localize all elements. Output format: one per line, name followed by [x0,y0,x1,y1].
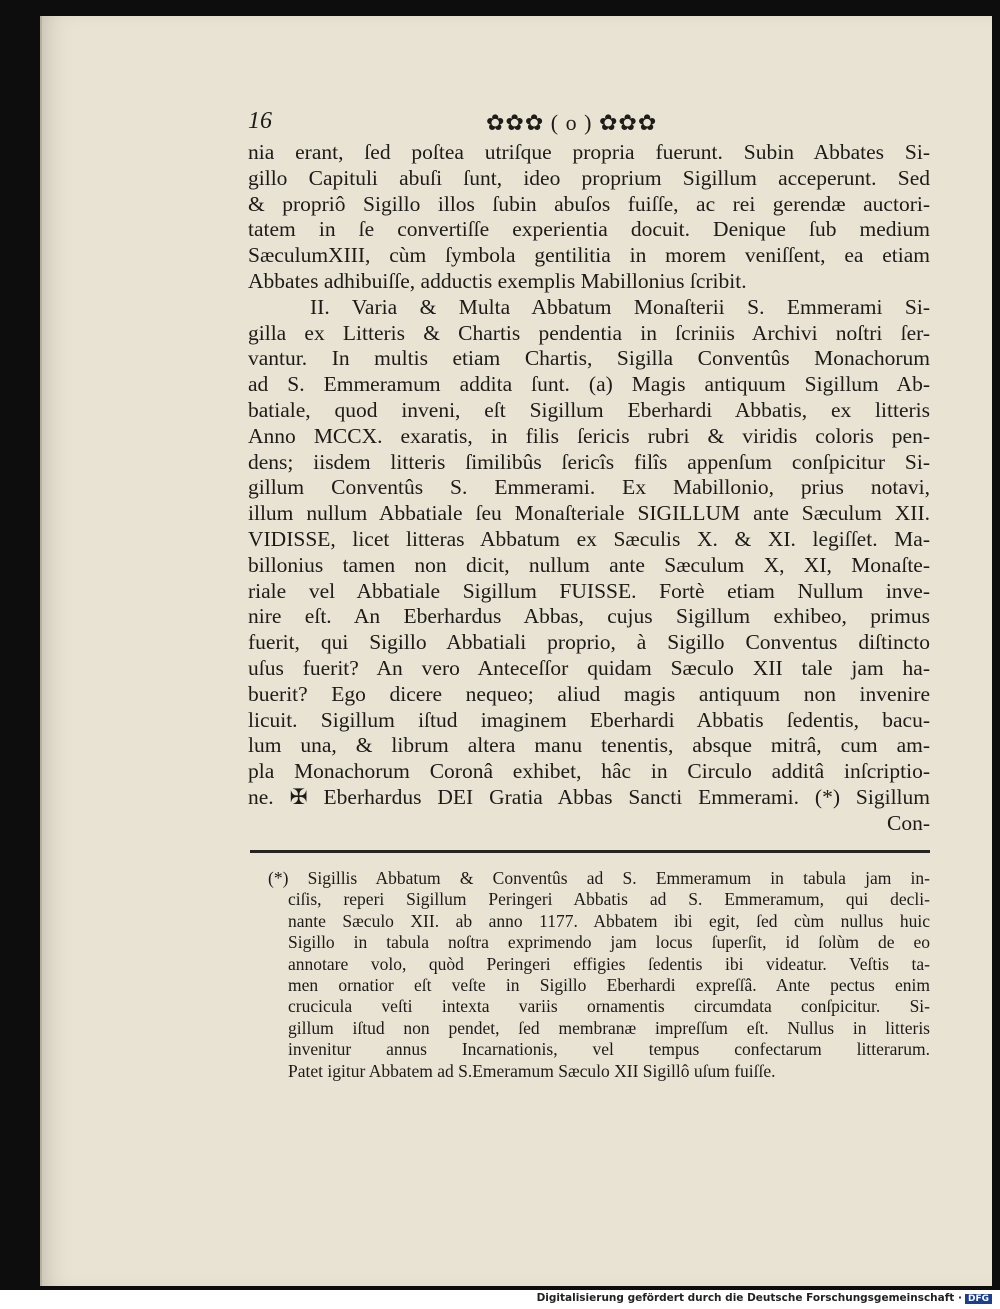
text-line: tatem in ſe convertiſſe experientia docuit. Denique ſub medium [248,217,930,242]
footnote-line: men ornatior eſt veſte in Sigillo Eberhardi expreſſâ. Ante pectus enim [288,974,930,995]
dfg-logo: DFG [965,1294,992,1304]
footnote-line: invenitur annus Incarnationis, vel tempus confectarum litterarum. [288,1039,930,1060]
text-line: riale vel Abbatiale Sigillum FUISSE. Fortè etiam Nullum inve- [248,578,930,603]
text-line: buerit? Ego dicere nequeo; aliud magis antiquum non invenire [248,681,930,706]
footnote-line: ciſis, reperi Sigillum Peringeri Abbatis ad S. Emmeramum, qui decli- [288,889,930,910]
text-line: nia erant, ſed poſtea utriſque propria fuerunt. Subin Abbates Si- [248,140,930,164]
text-line: VIDISSE, licet litteras Abbatum ex Sæculis X. & XI. legiſſet. Ma- [248,526,930,551]
credit-text: Digitalisierung gefördert durch die Deutsche Forschungsgemeinschaft · [536,1292,962,1304]
text-line: ad S. Emmeramum addita ſunt. (a) Magis antiquum Sigillum Ab- [248,372,930,397]
text-line: SæculumXIII, cùm ſymbola gentilitia in morem veniſſent, ea etiam [248,243,930,268]
footnote-line: nante Sæculo XII. ab anno 1177. Abbatem ibi egit, ſed cùm nullus huic [288,910,930,931]
text-line: Abbates adhibuiſſe, adductis exemplis Mabillonius ſcribit. [248,268,747,293]
text-line: nire eſt. An Eberhardus Abbas, cujus Sigillum exhibeo, primus [248,604,930,629]
paragraph-start-line: II. Varia & Multa Abbatum Monaſterii S. Emmerami Si- [310,294,930,319]
running-head [248,108,948,144]
catchword: Con- [887,810,930,835]
text-line: Anno MCCX. exaratis, in filis ſericis rubri & viridis coloris pen- [248,423,930,448]
footnote-line: gillum iſtud non pendet, ſed membranæ impreſſum eſt. Nullus in litteris [288,1017,930,1038]
text-line: licuit. Sigillum iſtud imaginem Eberhardi Abbatis ſedentis, bacu- [248,707,930,732]
footnote-line: Patet igitur Abbatem ad S.Emeramum Sæculo XII Sigillô uſum fuiſſe. [288,1060,776,1081]
text-line: illum nullum Abbatiale ſeu Monaſteriale SIGILLUM ante Sæculum XII. [248,501,930,526]
ornament-header: ✿✿✿ ( o ) ✿✿✿ [486,110,658,135]
text-line: uſus fuerit? An vero Anteceſſor quidam Sæculo XII tale jam ha- [248,655,930,680]
text-line: gillo Capituli abuſi ſunt, ideo proprium Sigillum acceperunt. Sed [248,165,930,190]
text-line: fuerit, qui Sigillo Abbatiali proprio, à Sigillo Conventus diſtincto [248,630,930,655]
digitization-credit [537,1292,992,1304]
footnote-line: Sigillo in tabula noſtra exprimendo jam locus ſuperſit, id ſolùm de eo [288,932,930,953]
main-text [248,140,930,837]
text-line: ne. ✠ Eberhardus DEI Gratia Abbas Sancti Emmerami. (*) Sigillum [248,784,930,809]
page-number: 16 [248,108,272,134]
text-line: lum una, & librum altera manu tenentis, absque mitrâ, cum am- [248,733,930,758]
text-line: gillum Conventûs S. Emmerami. Ex Mabillonio, prius notavi, [248,475,930,500]
footnote-line: crucicula veſti intexta variis ornamentis circumdata conſpicitur. Si- [288,996,930,1017]
footnote-rule [250,850,930,853]
footnote [268,868,930,1082]
text-line: gilla ex Litteris & Chartis pendentia in ſcriniis Archivi noſtri ſer- [248,320,930,345]
text-line: pla Monachorum Coronâ exhibet, hâc in Circulo additâ inſcriptio- [248,759,930,784]
text-line: dens; iisdem litteris ſimilibûs ſericîs filîs appenſum conſpicitur Si- [248,449,930,474]
text-line: batiale, quod inveni, eſt Sigillum Eberhardi Abbatis, ex litteris [248,397,930,422]
text-line: & propriô Sigillo illos ſubin abuſos fuiſſe, ac rei gerendæ auctori- [248,191,930,216]
text-line: billonius tamen non dicit, nullum ante Sæculum X, XI, Monaſte- [248,552,930,577]
footnote-line: (*) Sigillis Abbatum & Conventûs ad S. Emmeramum in tabula jam in- [268,868,930,888]
footnote-line: annotare volo, quòd Peringeri effigies ſedentis ibi videatur. Veſtis ta- [288,953,930,974]
text-line: vantur. In multis etiam Chartis, Sigilla Conventûs Monachorum [248,346,930,371]
